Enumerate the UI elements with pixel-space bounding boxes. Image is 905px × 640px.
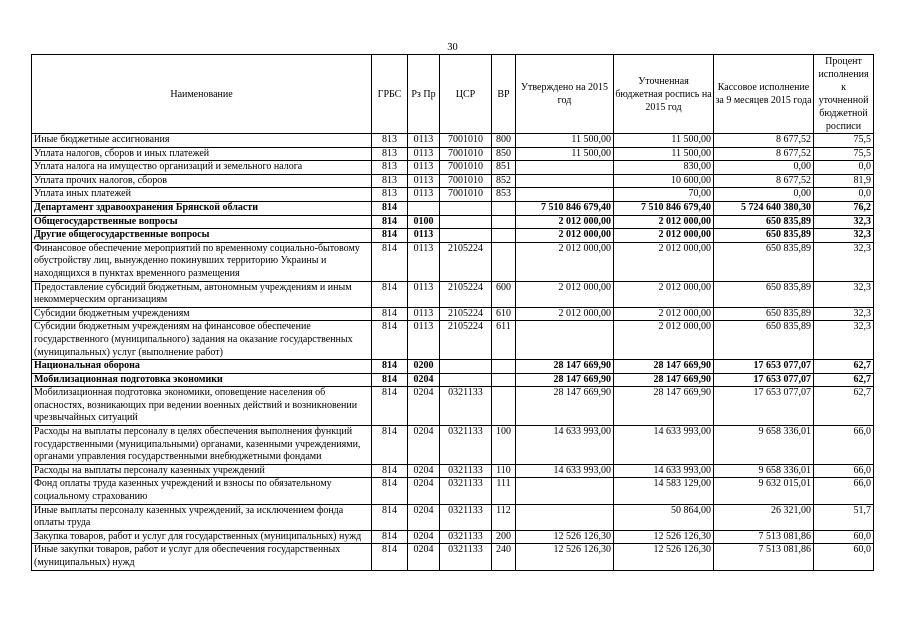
cell-percent: 62,7 [814, 373, 874, 387]
cell-vr: 611 [492, 321, 516, 360]
cell-grbs: 814 [372, 530, 408, 544]
cell-grbs: 814 [372, 281, 408, 307]
cell-percent: 32,3 [814, 307, 874, 321]
cell-vr [492, 360, 516, 374]
cell-approved [516, 188, 614, 202]
cell-cash: 650 835,89 [714, 281, 814, 307]
cell-vr [492, 229, 516, 243]
cell-cash: 5 724 640 380,30 [714, 201, 814, 215]
cell-vr [492, 201, 516, 215]
cell-refined: 14 583 129,00 [614, 478, 714, 504]
cell-refined: 70,00 [614, 188, 714, 202]
cell-csr: 0321133 [440, 544, 492, 570]
cell-csr [440, 373, 492, 387]
cell-percent: 32,3 [814, 229, 874, 243]
cell-name: Департамент здравоохранения Брянской области [32, 201, 372, 215]
cell-percent: 66,0 [814, 478, 874, 504]
cell-csr: 7001010 [440, 147, 492, 161]
table-row [32, 321, 874, 360]
table-row [32, 161, 874, 175]
cell-name: Субсидии бюджетным учреждениям [32, 307, 372, 321]
cell-percent: 62,7 [814, 387, 874, 426]
cell-csr: 2105224 [440, 242, 492, 281]
cell-vr: 610 [492, 307, 516, 321]
cell-csr: 2105224 [440, 321, 492, 360]
cell-grbs: 814 [372, 242, 408, 281]
cell-percent: 0,0 [814, 188, 874, 202]
cell-csr: 7001010 [440, 174, 492, 188]
cell-csr [440, 360, 492, 374]
cell-csr: 0321133 [440, 478, 492, 504]
cell-cash: 650 835,89 [714, 215, 814, 229]
cell-rzpr: 0204 [408, 530, 440, 544]
cell-name: Мобилизационная подготовка экономики, оповещение населения об опасностях, возникающих при ведении военных действий и возникновении чрезвычайных ситуаций [32, 387, 372, 426]
cell-percent: 60,0 [814, 544, 874, 570]
cell-csr [440, 215, 492, 229]
cell-cash: 9 658 336,01 [714, 464, 814, 478]
cell-percent: 81,9 [814, 174, 874, 188]
cell-refined: 2 012 000,00 [614, 215, 714, 229]
cell-vr [492, 242, 516, 281]
cell-approved: 2 012 000,00 [516, 242, 614, 281]
table-row [32, 215, 874, 229]
cell-refined: 12 526 126,30 [614, 544, 714, 570]
table-row [32, 360, 874, 374]
cell-name: Фонд оплаты труда казенных учреждений и взносы по обязательному социальному страхованию [32, 478, 372, 504]
page-number: 30 [447, 42, 458, 53]
table-body [32, 134, 874, 571]
cell-vr [492, 387, 516, 426]
cell-vr [492, 215, 516, 229]
cell-refined: 11 500,00 [614, 147, 714, 161]
cell-cash: 26 321,00 [714, 504, 814, 530]
cell-grbs: 814 [372, 201, 408, 215]
cell-cash: 650 835,89 [714, 229, 814, 243]
cell-name: Иные бюджетные ассигнования [32, 134, 372, 148]
cell-percent: 32,3 [814, 321, 874, 360]
table-row [32, 229, 874, 243]
table-row [32, 504, 874, 530]
cell-approved: 12 526 126,30 [516, 530, 614, 544]
cell-grbs: 813 [372, 174, 408, 188]
cell-grbs: 814 [372, 426, 408, 465]
cell-approved [516, 174, 614, 188]
cell-approved: 7 510 846 679,40 [516, 201, 614, 215]
cell-approved: 12 526 126,30 [516, 544, 614, 570]
cell-cash: 650 835,89 [714, 307, 814, 321]
cell-approved: 2 012 000,00 [516, 281, 614, 307]
cell-vr: 111 [492, 478, 516, 504]
table-row [32, 544, 874, 570]
cell-name: Финансовое обеспечение мероприятий по временному социально-бытовому обустройству лиц, вынужденно покинувших территорию Украины и находящихся в пунктах временного размещения [32, 242, 372, 281]
cell-rzpr: 0204 [408, 426, 440, 465]
cell-vr [492, 373, 516, 387]
col-header-percent: Процент исполнения к уточненной бюджетной росписи [814, 55, 874, 134]
cell-refined: 14 633 993,00 [614, 426, 714, 465]
col-header-grbs: ГРБС [372, 55, 408, 134]
cell-name: Мобилизационная подготовка экономики [32, 373, 372, 387]
cell-approved: 2 012 000,00 [516, 215, 614, 229]
cell-percent: 60,0 [814, 530, 874, 544]
cell-cash: 650 835,89 [714, 242, 814, 281]
cell-cash: 17 653 077,07 [714, 360, 814, 374]
cell-vr: 600 [492, 281, 516, 307]
cell-rzpr: 0204 [408, 464, 440, 478]
table-row [32, 242, 874, 281]
cell-grbs: 813 [372, 161, 408, 175]
cell-percent: 32,3 [814, 281, 874, 307]
cell-refined: 2 012 000,00 [614, 321, 714, 360]
cell-approved: 11 500,00 [516, 147, 614, 161]
cell-rzpr [408, 201, 440, 215]
cell-cash: 8 677,52 [714, 134, 814, 148]
cell-rzpr: 0113 [408, 174, 440, 188]
table-row [32, 147, 874, 161]
cell-grbs: 814 [372, 373, 408, 387]
cell-grbs: 814 [372, 504, 408, 530]
cell-approved: 28 147 669,90 [516, 373, 614, 387]
cell-rzpr: 0113 [408, 161, 440, 175]
cell-refined: 28 147 669,90 [614, 387, 714, 426]
col-header-csr: ЦСР [440, 55, 492, 134]
cell-percent: 66,0 [814, 426, 874, 465]
budget-table [31, 54, 874, 571]
cell-rzpr: 0113 [408, 134, 440, 148]
cell-percent: 51,7 [814, 504, 874, 530]
cell-approved: 11 500,00 [516, 134, 614, 148]
cell-approved: 14 633 993,00 [516, 426, 614, 465]
cell-name: Субсидии бюджетным учреждениям на финансовое обеспечение государственного (муниципального) задания на оказание государственных (муниципальных) услуг (выполнение работ) [32, 321, 372, 360]
cell-refined: 2 012 000,00 [614, 229, 714, 243]
table-row [32, 530, 874, 544]
cell-approved [516, 321, 614, 360]
cell-csr: 7001010 [440, 188, 492, 202]
cell-percent: 62,7 [814, 360, 874, 374]
cell-approved: 28 147 669,90 [516, 360, 614, 374]
cell-name: Уплата налога на имущество организаций и земельного налога [32, 161, 372, 175]
cell-name: Национальная оборона [32, 360, 372, 374]
cell-rzpr: 0204 [408, 387, 440, 426]
cell-percent: 66,0 [814, 464, 874, 478]
cell-approved: 2 012 000,00 [516, 307, 614, 321]
col-header-refined: Уточненная бюджетная роспись на 2015 год [614, 55, 714, 134]
cell-vr: 852 [492, 174, 516, 188]
cell-cash: 9 658 336,01 [714, 426, 814, 465]
cell-csr: 0321133 [440, 530, 492, 544]
cell-grbs: 813 [372, 147, 408, 161]
cell-name: Закупка товаров, работ и услуг для государственных (муниципальных) нужд [32, 530, 372, 544]
cell-rzpr: 0204 [408, 544, 440, 570]
col-header-cash: Кассовое исполнение за 9 месяцев 2015 года [714, 55, 814, 134]
cell-rzpr: 0113 [408, 242, 440, 281]
cell-grbs: 814 [372, 229, 408, 243]
cell-csr: 7001010 [440, 134, 492, 148]
cell-csr [440, 229, 492, 243]
cell-rzpr: 0113 [408, 307, 440, 321]
col-header-rzpr: Рз Пр [408, 55, 440, 134]
cell-vr: 851 [492, 161, 516, 175]
cell-cash: 8 677,52 [714, 147, 814, 161]
cell-grbs: 814 [372, 464, 408, 478]
cell-percent: 75,5 [814, 147, 874, 161]
cell-approved: 28 147 669,90 [516, 387, 614, 426]
header-row [32, 55, 874, 134]
cell-csr: 0321133 [440, 504, 492, 530]
cell-csr: 2105224 [440, 307, 492, 321]
cell-csr: 2105224 [440, 281, 492, 307]
cell-cash: 9 632 015,01 [714, 478, 814, 504]
cell-refined: 10 600,00 [614, 174, 714, 188]
table-row [32, 174, 874, 188]
cell-cash: 17 653 077,07 [714, 373, 814, 387]
cell-name: Предоставление субсидий бюджетным, автономным учреждениям и иным некоммерческим организациям [32, 281, 372, 307]
cell-vr: 800 [492, 134, 516, 148]
cell-approved [516, 478, 614, 504]
cell-refined: 28 147 669,90 [614, 373, 714, 387]
table-row [32, 134, 874, 148]
table-row [32, 464, 874, 478]
cell-grbs: 814 [372, 307, 408, 321]
cell-approved [516, 504, 614, 530]
table-row [32, 307, 874, 321]
cell-approved [516, 161, 614, 175]
table-row [32, 281, 874, 307]
cell-approved: 14 633 993,00 [516, 464, 614, 478]
cell-cash: 8 677,52 [714, 174, 814, 188]
cell-rzpr: 0100 [408, 215, 440, 229]
cell-rzpr: 0204 [408, 504, 440, 530]
cell-cash: 7 513 081,86 [714, 544, 814, 570]
cell-approved: 2 012 000,00 [516, 229, 614, 243]
cell-cash: 0,00 [714, 188, 814, 202]
cell-grbs: 814 [372, 387, 408, 426]
cell-grbs: 814 [372, 478, 408, 504]
cell-percent: 76,2 [814, 201, 874, 215]
cell-grbs: 814 [372, 321, 408, 360]
cell-percent: 32,3 [814, 215, 874, 229]
cell-refined: 14 633 993,00 [614, 464, 714, 478]
cell-cash: 17 653 077,07 [714, 387, 814, 426]
cell-refined: 7 510 846 679,40 [614, 201, 714, 215]
cell-csr: 0321133 [440, 426, 492, 465]
cell-grbs: 814 [372, 360, 408, 374]
cell-csr: 7001010 [440, 161, 492, 175]
cell-refined: 2 012 000,00 [614, 242, 714, 281]
cell-rzpr: 0204 [408, 478, 440, 504]
cell-rzpr: 0204 [408, 373, 440, 387]
table-row [32, 387, 874, 426]
cell-csr: 0321133 [440, 464, 492, 478]
cell-refined: 2 012 000,00 [614, 281, 714, 307]
table-row [32, 188, 874, 202]
cell-percent: 0,0 [814, 161, 874, 175]
cell-name: Уплата прочих налогов, сборов [32, 174, 372, 188]
col-header-approved: Утверждено на 2015 год [516, 55, 614, 134]
table-row [32, 201, 874, 215]
cell-grbs: 813 [372, 134, 408, 148]
cell-vr: 853 [492, 188, 516, 202]
cell-vr: 110 [492, 464, 516, 478]
cell-refined: 11 500,00 [614, 134, 714, 148]
col-header-vr: ВР [492, 55, 516, 134]
cell-percent: 32,3 [814, 242, 874, 281]
col-header-name: Наименование [32, 55, 372, 134]
cell-vr: 240 [492, 544, 516, 570]
cell-refined: 12 526 126,30 [614, 530, 714, 544]
cell-name: Общегосударственные вопросы [32, 215, 372, 229]
cell-refined: 28 147 669,90 [614, 360, 714, 374]
table-row [32, 373, 874, 387]
cell-name: Другие общегосударственные вопросы [32, 229, 372, 243]
cell-name: Уплата иных платежей [32, 188, 372, 202]
cell-percent: 75,5 [814, 134, 874, 148]
cell-refined: 2 012 000,00 [614, 307, 714, 321]
cell-cash: 0,00 [714, 161, 814, 175]
cell-vr: 200 [492, 530, 516, 544]
cell-vr: 850 [492, 147, 516, 161]
cell-refined: 830,00 [614, 161, 714, 175]
cell-rzpr: 0200 [408, 360, 440, 374]
cell-name: Иные закупки товаров, работ и услуг для обеспечения государственных (муниципальных) нужд [32, 544, 372, 570]
cell-cash: 650 835,89 [714, 321, 814, 360]
cell-grbs: 814 [372, 215, 408, 229]
table-row [32, 478, 874, 504]
cell-vr: 100 [492, 426, 516, 465]
cell-rzpr: 0113 [408, 188, 440, 202]
cell-name: Расходы на выплаты персоналу казенных учреждений [32, 464, 372, 478]
cell-rzpr: 0113 [408, 281, 440, 307]
cell-cash: 7 513 081,86 [714, 530, 814, 544]
cell-csr [440, 201, 492, 215]
cell-name: Уплата налогов, сборов и иных платежей [32, 147, 372, 161]
table-row [32, 426, 874, 465]
cell-refined: 50 864,00 [614, 504, 714, 530]
cell-rzpr: 0113 [408, 147, 440, 161]
cell-csr: 0321133 [440, 387, 492, 426]
cell-name: Расходы на выплаты персоналу в целях обеспечения выполнения функций государственными (муниципальными) органами, казенными учреждениями, органами управления государственными внебюджетными фондами [32, 426, 372, 465]
cell-grbs: 813 [372, 188, 408, 202]
cell-rzpr: 0113 [408, 229, 440, 243]
cell-grbs: 814 [372, 544, 408, 570]
cell-vr: 112 [492, 504, 516, 530]
cell-name: Иные выплаты персоналу казенных учреждений, за исключением фонда оплаты труда [32, 504, 372, 530]
cell-rzpr: 0113 [408, 321, 440, 360]
